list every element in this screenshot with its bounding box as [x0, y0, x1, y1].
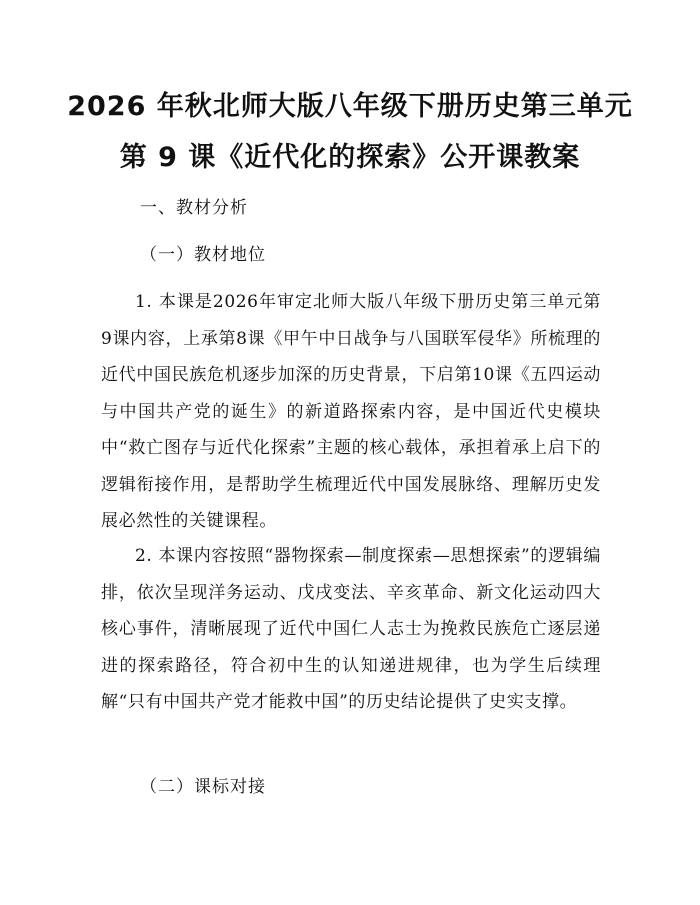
paragraph-1: 1. 本课是2026年审定北师大版八年级下册历史第三单元第9课内容，上承第8课《甲午中日战争与八国联军侵华》所梳理的近代中国民族危机逐步加深的历史背景，下启第10课《五四运动与中国共产党的诞生》的新道路探索内容，是中国近代史模块中“救亡图存与近代化探索”主题的核心载体，承担着承上启下的逻辑衔接作用，是帮助学生梳理近代中国发展脉络、理解历史发展必然性的关键课程。 [101, 292, 601, 531]
document-title-line-1: 2026 年秋北师大版八年级下册历史第三单元 [67, 91, 633, 122]
paragraph-2: 2. 本课内容按照“器物探索—制度探索—思想探索”的逻辑编排，依次呈现洋务运动、戊戌变法、辛亥革命、新文化运动四大核心事件，清晰展现了近代中国仁人志士为挽救民族危亡逐层递进的探索路径，符合初中生的认知递进规律，也为学生后续理解“只有中国共产党才能救中国”的历史结论提供了史实支撑。 [101, 546, 601, 712]
subsection-heading-textbook-position: （一）教材地位 [140, 245, 266, 265]
section-heading-textbook-analysis: 一、教材分析 [140, 198, 248, 218]
subsection-heading-curriculum-alignment: （二）课标对接 [140, 777, 266, 797]
document-title-line-2: 第 9 课《近代化的探索》公开课教案 [119, 142, 581, 173]
